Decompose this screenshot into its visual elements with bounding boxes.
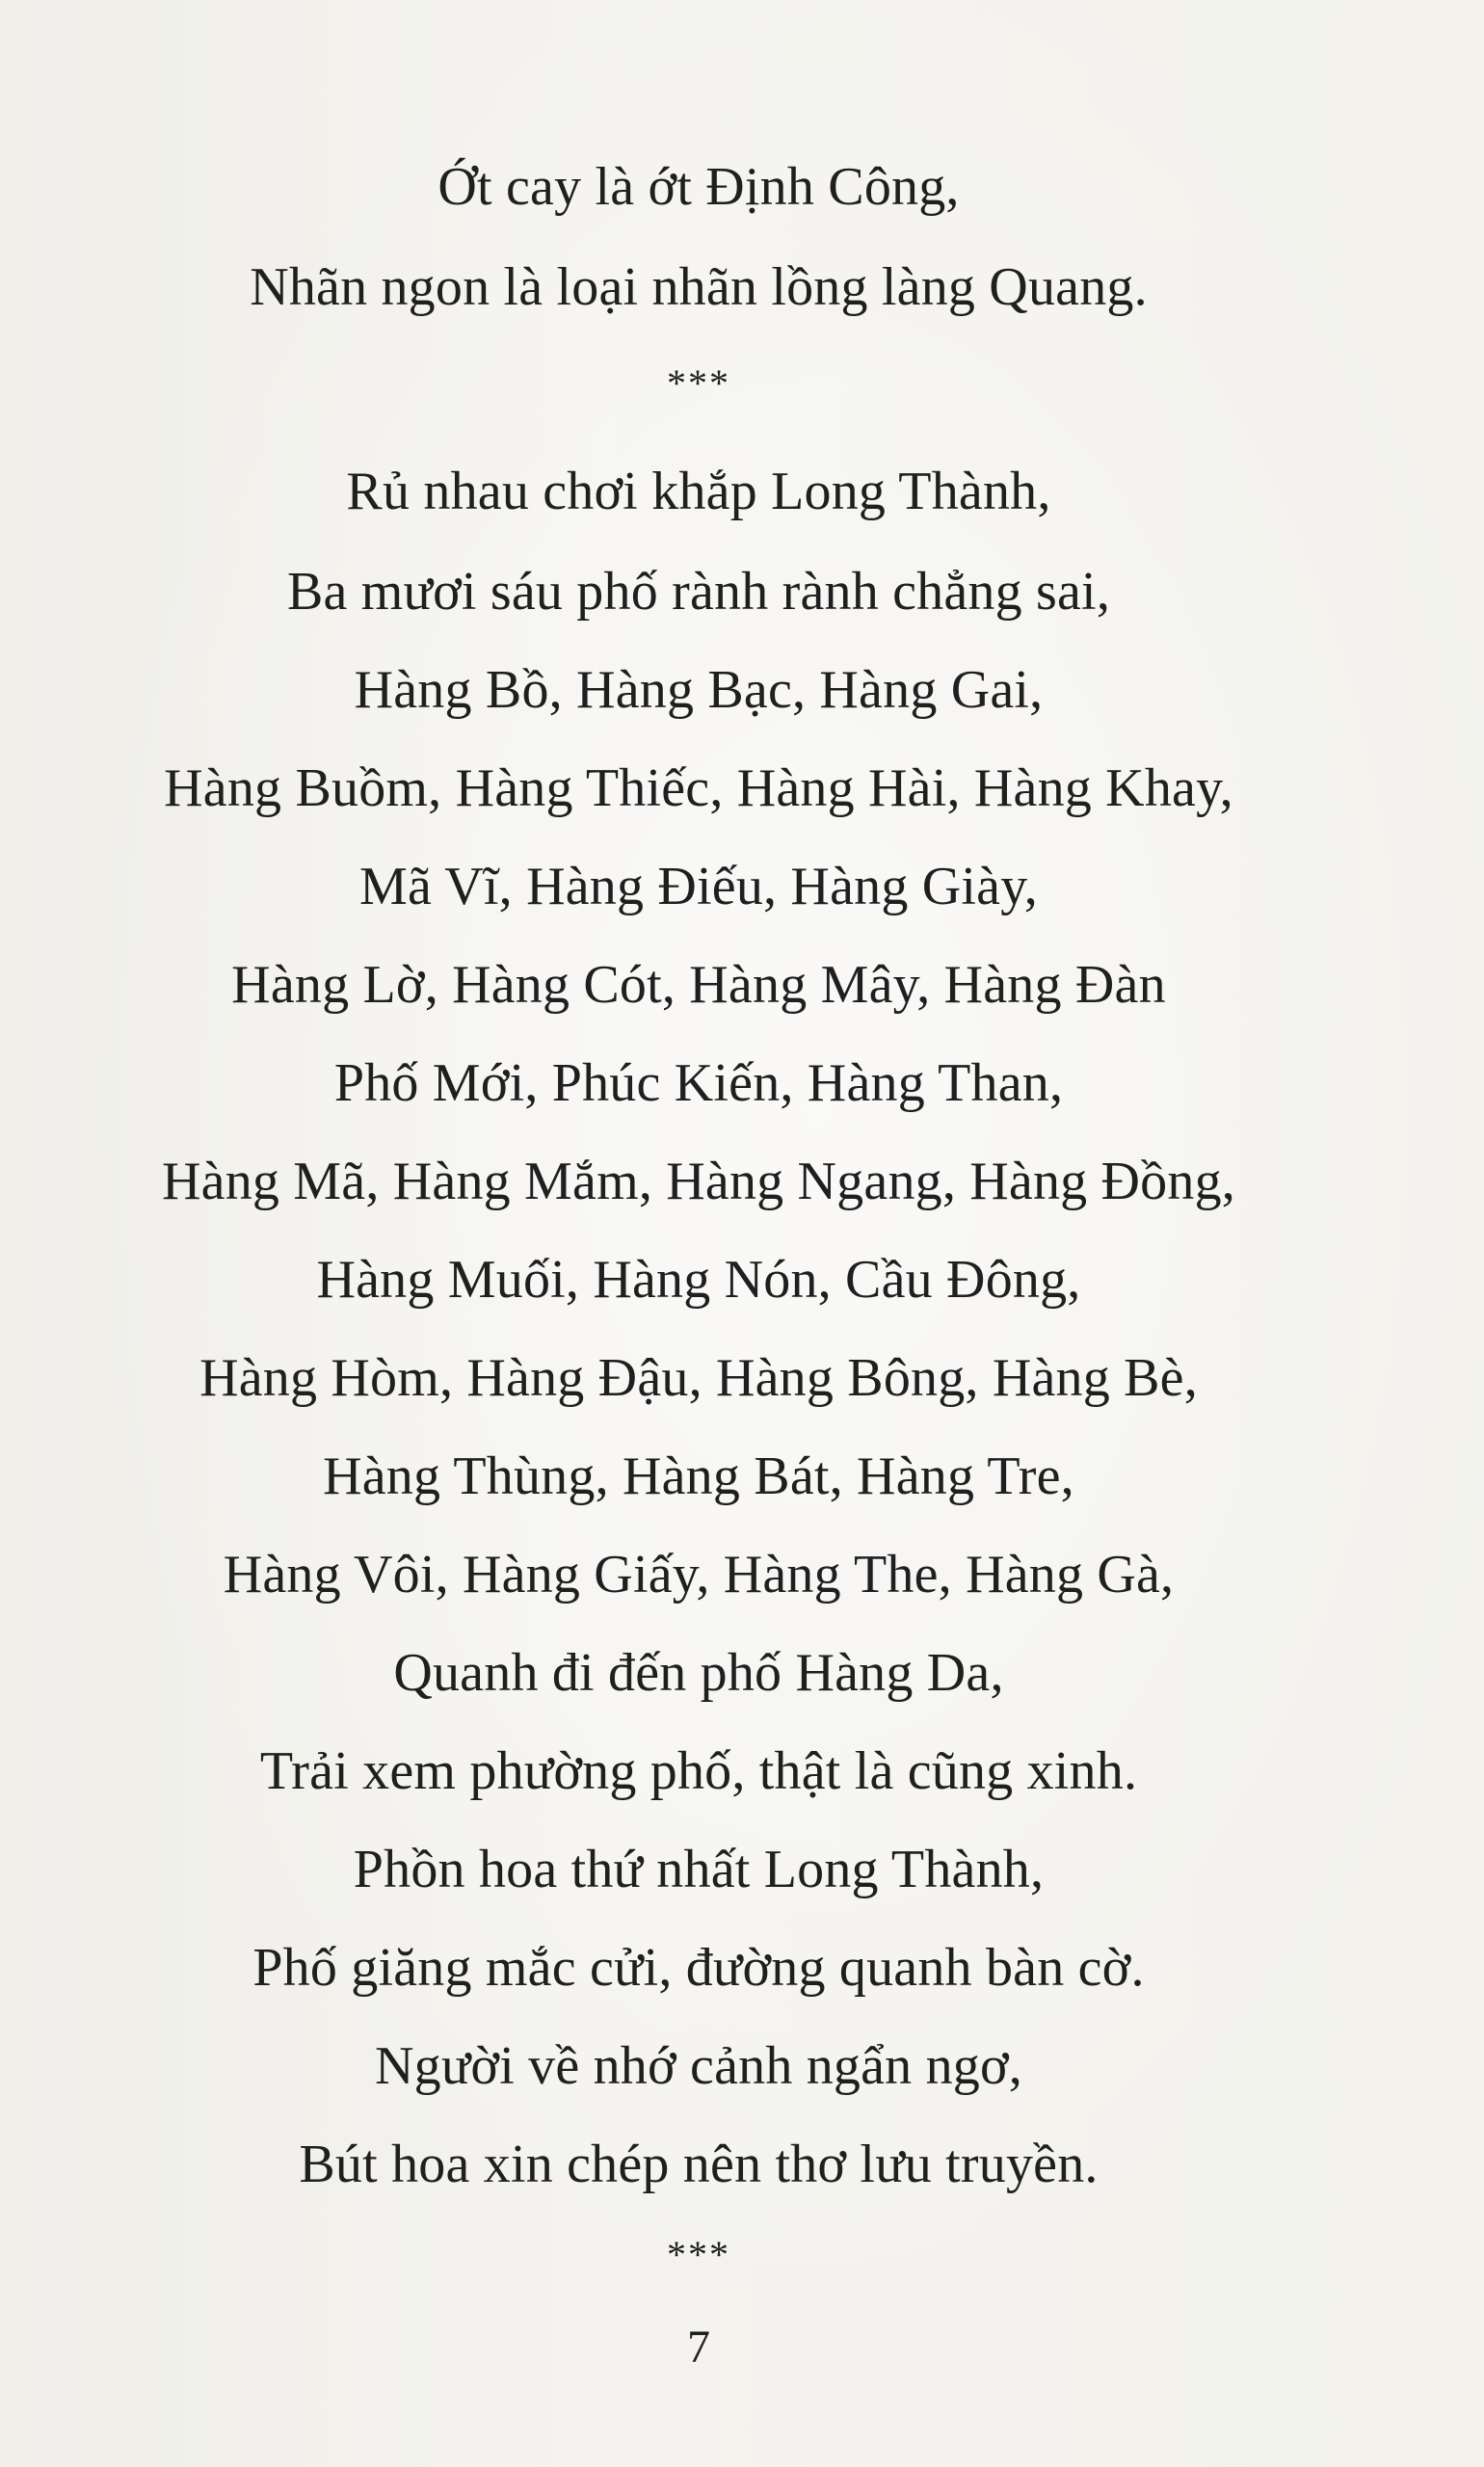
verse-line: Phồn hoa thứ nhất Long Thành, xyxy=(353,1840,1045,1899)
verse-line: Mã Vĩ, Hàng Điếu, Hàng Giày, xyxy=(359,857,1038,916)
verse-line: Ba mươi sáu phố rành rành chẳng sai, xyxy=(286,562,1111,622)
verse-line: Hàng Mã, Hàng Mắm, Hàng Ngang, Hàng Đồng, xyxy=(162,1152,1235,1211)
section-separator: *** xyxy=(667,2233,730,2276)
verse-line: Ớt cay là ớt Định Công, xyxy=(437,157,960,217)
page-number: 7 xyxy=(687,2321,710,2373)
verse-line: Hàng Buồm, Hàng Thiếc, Hàng Hài, Hàng Khay, xyxy=(164,758,1233,818)
verse-line: Hàng Muối, Hàng Nón, Cầu Đông, xyxy=(316,1250,1081,1310)
verse-line: Nhãn ngon là loại nhãn lồng làng Quang. xyxy=(250,257,1148,317)
verse-line: Rủ nhau chơi khắp Long Thành, xyxy=(346,462,1051,521)
verse-line: Hàng Bồ, Hàng Bạc, Hàng Gai, xyxy=(354,660,1044,720)
verse-line: Người về nhớ cảnh ngẩn ngơ, xyxy=(374,2036,1022,2096)
verse-line: Phố giăng mắc cửi, đường quanh bàn cờ. xyxy=(252,1938,1145,1998)
verse-line: Hàng Vôi, Hàng Giấy, Hàng The, Hàng Gà, xyxy=(223,1545,1175,1605)
section-separator: *** xyxy=(667,361,730,405)
verse-line: Bút hoa xin chép nên thơ lưu truyền. xyxy=(299,2135,1099,2194)
verse-line: Trải xem phường phố, thật là cũng xinh. xyxy=(259,1741,1138,1801)
verse-line: Quanh đi đến phố Hàng Da, xyxy=(393,1643,1004,1703)
verse-line: Phố Mới, Phúc Kiến, Hàng Than, xyxy=(333,1053,1064,1113)
verse-line: Hàng Hòm, Hàng Đậu, Hàng Bông, Hàng Bè, xyxy=(199,1348,1198,1408)
verse-line: Hàng Lờ, Hàng Cót, Hàng Mây, Hàng Đàn xyxy=(231,955,1166,1015)
verse-line: Hàng Thùng, Hàng Bát, Hàng Tre, xyxy=(323,1446,1074,1506)
